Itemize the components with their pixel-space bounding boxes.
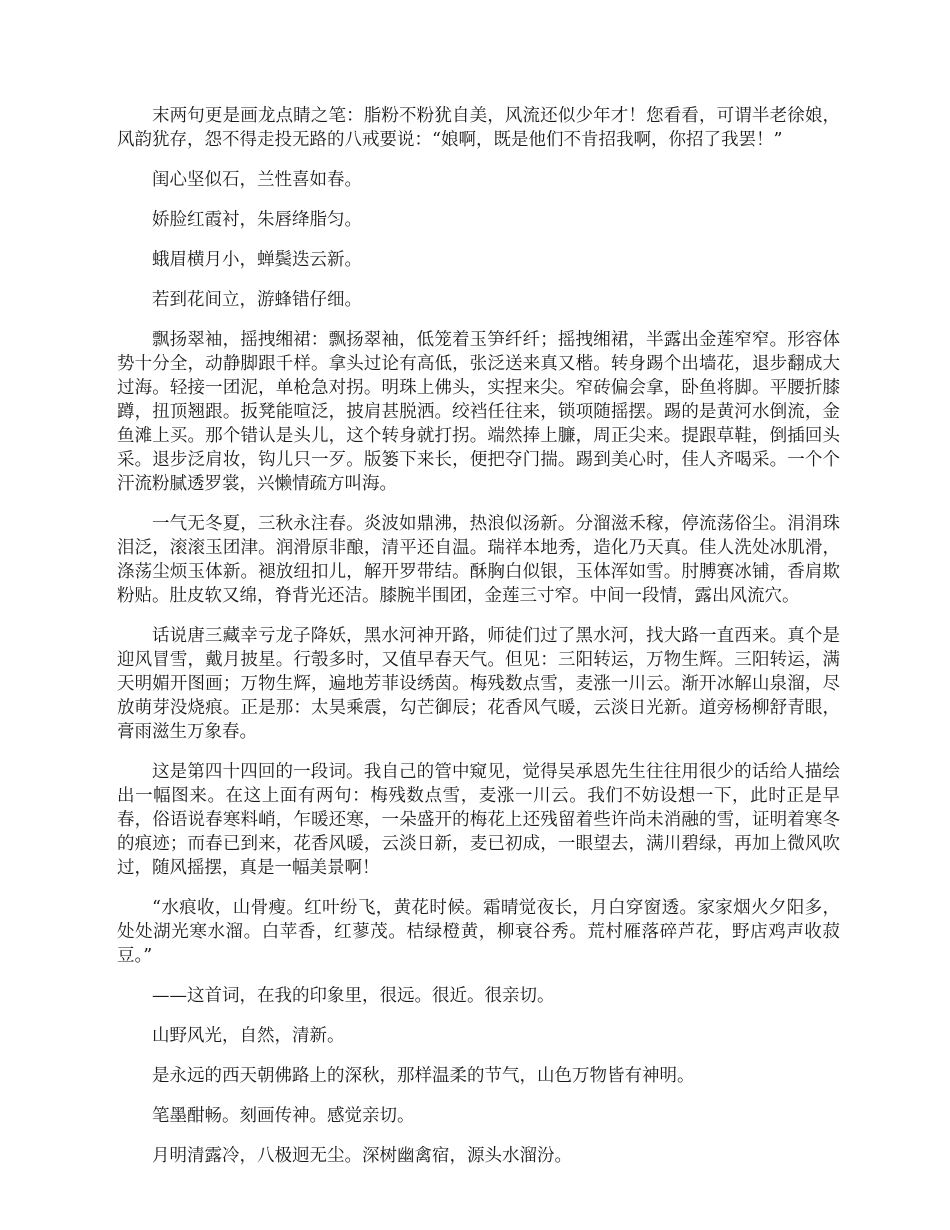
- paragraph-brushwork: 笔墨酣畅。刻画传神。感觉亲切。: [152, 1106, 415, 1126]
- paragraph-cuju: 飘扬翠袖，摇拽缃裙：飘扬翠袖，低笼着玉笋纤纤；摇拽缃裙，半露出金莲窄窄。形容体势十分全，动静脚跟千样。拿头过论有高低，张泛送来真又楷。转身踢个出墙花，退步翻成大过海。轻接一团泥，单枪急对拐。明珠上佛头，实捏来尖。窄砖偏会拿，卧鱼将脚。平腰折膝蹲，扭顶翘跟。扳凳能喧泛，披肩甚脱洒。绞裆任往来，锁项随摇摆。踢的是黄河水倒流，金鱼滩上买。那个错认是头儿，这个转身就打拐。端然捧上臁，周正尖来。提跟草鞋，倒插回头采。退步泛肩妆，钩儿只一歹。版篓下来长，便把夺门揣。踢到美心时，佳人齐喝采。一个个汗流粉腻透罗裳，兴懒情疏方叫海。: [117, 330, 840, 494]
- poem-line-2: 娇脸红霞衬，朱唇绛脂匀。: [152, 210, 362, 230]
- poem-line-3: 蛾眉横月小，蝉鬓迭云新。: [152, 250, 362, 270]
- paragraph-intro: 末两句更是画龙点睛之笔：脂粉不粉犹自美，风流还似少年才！您看看，可谓半老徐娘，风韵犹存，怨不得走投无路的八戒要说：“娘啊，既是他们不肯招我啊，你招了我罢！”: [117, 106, 840, 150]
- poem-line-4: 若到花间立，游蜂错仔细。: [152, 290, 362, 310]
- document-body: [117, 104, 840, 1168]
- paragraph-impression: ——这首词，在我的印象里，很远。很近。很亲切。: [152, 986, 555, 1006]
- paragraph-commentary: 这是第四十四回的一段词。我自己的管中窥见，觉得吴承恩先生往往用很少的话给人描绘出一幅图来。在这上面有两句：梅残数点雪，麦涨一川云。我们不妨设想一下，此时正是早春，俗语说春寒料峭，乍暖还寒，一朵盛开的梅花上还残留着些许尚未消融的雪，证明着寒冬的痕迹；而春已到来，花香风暖，云淡日新，麦已初成，一眼望去，满川碧绿，再加上微风吹过，随风摇摆，真是一幅美景啊！: [117, 762, 840, 878]
- paragraph-scenery: 山野风光，自然，清新。: [152, 1026, 345, 1046]
- paragraph-moonlight: 月明清露冷，八极迥无尘。深树幽禽宿，源头水溜汾。: [152, 1146, 572, 1166]
- paragraph-hot-spring: 一气无冬夏，三秋永注春。炎波如鼎沸，热浪似汤新。分溜滋禾稼，停流荡俗尘。涓涓珠泪泛，滚滚玉团津。润滑原非酿，清平还自温。瑞祥本地秀，造化乃天真。佳人洗处冰肌滑，涤荡尘烦玉体新。褪放纽扣儿，解开罗带结。酥胸白似银，玉体浑如雪。肘膊赛冰铺，香肩欺粉贴。肚皮软又绵，脊背光还洁。膝腕半围团，金莲三寸窄。中间一段情，露出风流穴。: [117, 514, 840, 606]
- paragraph-autumn-road: 是永远的西天朝佛路上的深秋，那样温柔的节气，山色万物皆有神明。: [152, 1066, 695, 1086]
- paragraph-autumn-poem: “水痕收，山骨瘦。红叶纷飞，黄花时候。霜晴觉夜长，月白穿窗透。家家烟火夕阳多，处处湖光寒水溜。白苹香，红蓼茂。桔绿橙黄，柳衰谷秀。荒村雁落碎芦花，野店鸡声收菽豆。”: [117, 898, 840, 966]
- paragraph-early-spring: 话说唐三藏幸亏龙子降妖，黑水河神开路，师徒们过了黑水河，找大路一直西来。真个是迎风冒雪，戴月披星。行彀多时，又值早春天气。但见：三阳转运，万物生辉。三阳转运，满天明媚开图画；万物生辉，遍地芳菲设绣茵。梅残数点雪，麦涨一川云。渐开冰解山泉溜，尽放萌芽没烧痕。正是那：太昊乘震，勾芒御辰；花香风气暖，云淡日光新。道旁杨柳舒青眼，膏雨滋生万象春。: [117, 626, 840, 742]
- poem-line-1: 闺心坚似石，兰性喜如春。: [152, 170, 362, 190]
